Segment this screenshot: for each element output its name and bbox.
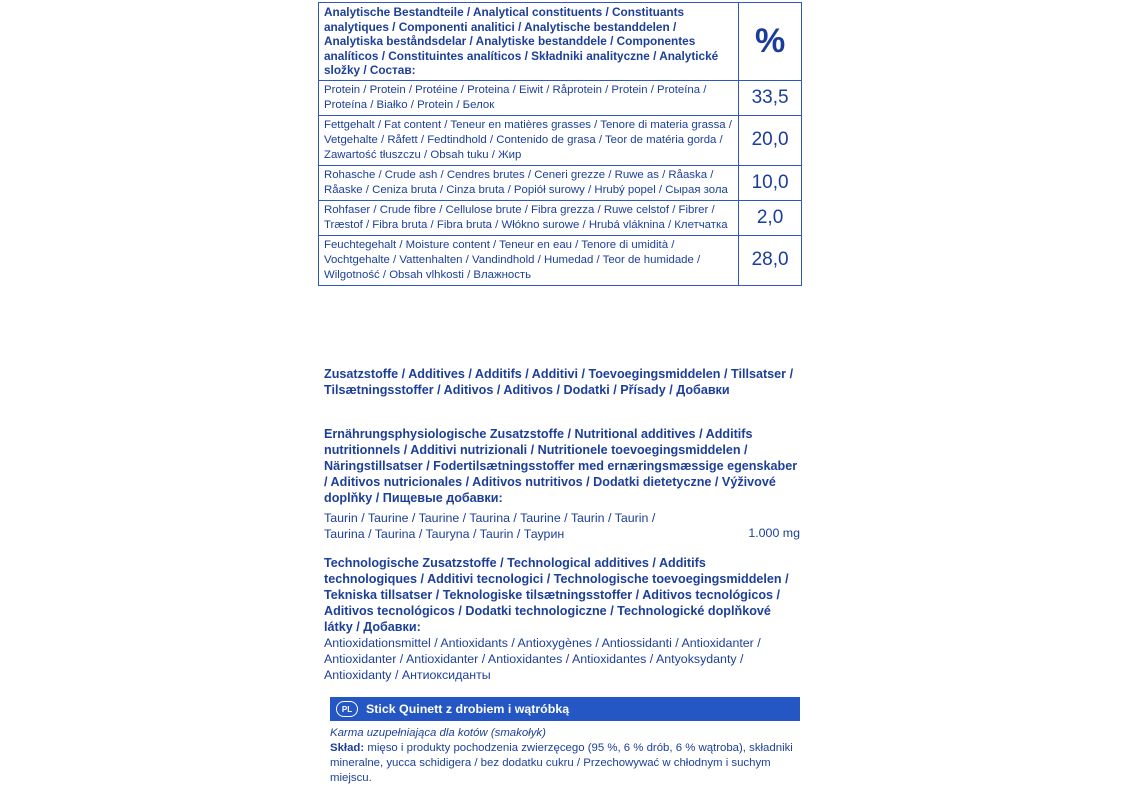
fibre-value: 2,0 <box>739 200 802 235</box>
nutritional-additives-section <box>324 426 800 506</box>
pl-composition-label: Skład: <box>330 742 365 754</box>
table-row <box>319 80 802 115</box>
table-row <box>319 165 802 200</box>
nutritional-additives-title: Ernährungsphysiologische Zusatzstoffe / Nutritional additives / Additifs nutritionnels / Additivi nutrizionali / Nutritionele toevoegingsmiddelen / Näringstillsatser / Fodertilsætningsstoffer med ernæringsmæssige egenskaber / Aditivos nutricionales / Aditivos nutritivos / Dodatki dietetyczne / Výživové doplňky / Пищевые добавки: <box>324 427 798 505</box>
pl-subtitle: Karma uzupełniająca dla kotów (smakołyk) <box>330 727 546 739</box>
fat-value: 20,0 <box>739 115 802 165</box>
technological-additives-title: Technologische Zusatzstoffe / Technological additives / Additifs technologiques / Additivi tecnologici / Technologische toevoegingsmiddelen / Tekniska tillsatser / Teknologiske tilsætningsstoffer / Aditivos tecnológicos / Aditivos tecnológicos / Dodatki technologiczne / Technologické doplňkové látky / Добавки: <box>324 556 789 634</box>
moisture-value: 28,0 <box>739 235 802 285</box>
fibre-label: Rohfaser / Crude fibre / Cellulose brute / Fibra grezza / Ruwe celstof / Fibrer / Træstof / Fibra bruta / Fibra bruta / Włókno surowe / Hrubá vláknina / Клетчатка <box>319 200 739 235</box>
additives-section <box>324 366 800 398</box>
table-row <box>319 235 802 285</box>
protein-label: Protein / Protein / Protéine / Proteina / Eiwit / Råprotein / Protein / Proteína / Proteína / Białko / Protein / Белок <box>319 80 739 115</box>
pl-product-name: Stick Quinett z drobiem i wątróbką <box>366 702 570 716</box>
analytical-constituents-table <box>318 2 802 286</box>
table-row <box>319 115 802 165</box>
antioxidants-section <box>324 635 800 683</box>
technological-additives-section <box>324 555 800 635</box>
moisture-label: Feuchtegehalt / Moisture content / Teneur en eau / Tenore di umidità / Vochtgehalte / Vattenhalten / Vandindhold / Humedad / Teor de humidade / Wilgotność / Obsah vlhkosti / Влажность <box>319 235 739 285</box>
pl-composition-text: mięso i produkty pochodzenia zwierzęcego (95 %, 6 % drób, 6 % wątroba), składniki mineralne, yucca schidigera / bez dodatku cukru / Przechowywać w chłodnym i suchym miejscu. <box>330 742 793 784</box>
taurin-section <box>324 510 800 542</box>
ash-label: Rohasche / Crude ash / Cendres brutes / Ceneri grezze / Ruwe as / Råaska / Råaske / Ceniza bruta / Cinza bruta / Popiół surowy / Hrubý popel / Сырая зола <box>319 165 739 200</box>
pl-composition <box>330 741 800 786</box>
table-header-row <box>319 3 802 81</box>
ash-value: 10,0 <box>739 165 802 200</box>
product-label <box>318 0 805 789</box>
antioxidants-text: Antioxidationsmittel / Antioxidants / Antioxygènes / Antiossidanti / Antioxidanter / Antioxidanter / Antioxidanter / Antioxidantes / Antioxidantes / Antyoksydanty / Antioxidanty / Антиоксиданты <box>324 636 761 682</box>
pl-language-badge: PL <box>336 701 358 717</box>
taurin-line-2: Taurina / Taurina / Tauryna / Taurin / Таурин <box>324 527 565 541</box>
fat-label: Fettgehalt / Fat content / Teneur en matières grasses / Tenore di materia grassa / Vetgehalte / Råfett / Fedtindhold / Contenido de grasa / Teor de matéria gorda / Zawartość tłuszczu / Obsah tuku / Жир <box>319 115 739 165</box>
constituents-header: Analytische Bestandteile / Analytical constituents / Constituants analytiques / Componenti analitici / Analytische bestanddelen / Analytiska beståndsdelar / Analytiske bestanddele / Componentes analíticos / Constituintes analíticos / Składniki analityczne / Analytické složky / Состав: <box>319 3 739 81</box>
additives-title: Zusatzstoffe / Additives / Additifs / Additivi / Toevoegingsmiddelen / Tillsatser / Tilsætningsstoffer / Aditivos / Aditivos / Dodatki / Přísady / Добавки <box>324 367 794 397</box>
percent-header: % <box>739 3 802 81</box>
table-row <box>319 200 802 235</box>
protein-value: 33,5 <box>739 80 802 115</box>
taurin-amount: 1.000 mg <box>748 526 800 540</box>
pl-language-bar <box>330 697 800 721</box>
taurin-line-1: Taurin / Taurine / Taurine / Taurina / Taurine / Taurin / Taurin / <box>324 511 656 525</box>
pl-description <box>330 726 800 786</box>
